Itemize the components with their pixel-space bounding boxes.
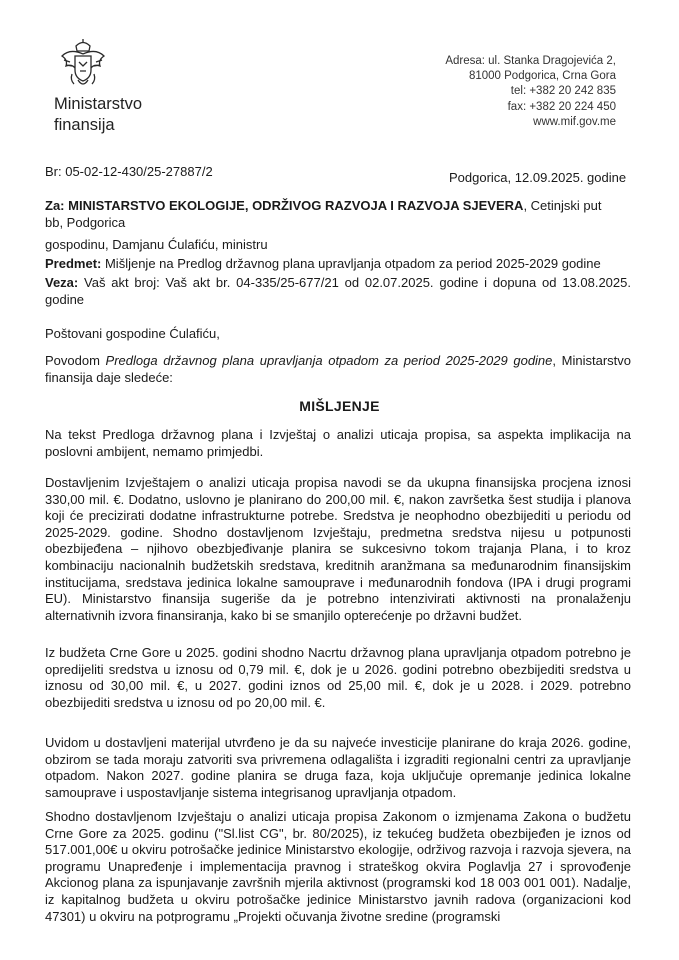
ministry-name-line2: finansija bbox=[54, 116, 115, 134]
recipient-block bbox=[45, 198, 631, 231]
opinion-heading: MIŠLJENJE bbox=[299, 398, 380, 414]
intro-prefix: Povodom bbox=[45, 353, 106, 368]
address-tel: tel: +382 20 242 835 bbox=[510, 85, 616, 98]
reference-label: Veza: bbox=[45, 275, 79, 290]
recipient-label: Za: bbox=[45, 198, 65, 213]
intro-suffix: , Ministarstvo finansija daje sledeće: bbox=[45, 353, 631, 385]
intro-paragraph bbox=[45, 353, 631, 386]
reference-number: Br: 05-02-12-430/25-27887/2 bbox=[45, 164, 213, 179]
coat-of-arms-icon bbox=[58, 38, 108, 90]
recipient-name: MINISTARSTVO EKOLOGIJE, ODRŽIVOG RAZVOJA I RAZVOJA SJEVERA bbox=[68, 198, 524, 213]
paragraph-4: Uvidom u dostavljeni materijal utvrđeno je da su najveće investicije planirane do kraja 2026. godine, obzirom se tada moraju zatvoriti sva privremena odlagališta i izgraditi regionalni centri za upravljanje otpadom. Nakon 2027. godine planira se druga faza, koja uključuje opremanje jedinica lokalne samouprave i uspostavljanje sistema integrisanog upravljanja otpadom. bbox=[45, 735, 631, 800]
paragraph-1: Na tekst Predloga državnog plana i Izvještaj o analizi uticaja propisa, sa aspekta implikacija na poslovni ambijent, nemamo primjedbi. bbox=[45, 427, 631, 459]
paragraph-5: Shodno dostavljenom Izvještaju o analizi uticaja propisa Zakonom o izmjenama Zakona o budžetu Crne Gore za 2025. godinu ("Sl.list CG", br. 80/2025), iz tekućeg budžeta obezbijeđen je iznos od 517.001,00€ u okviru potrošačke jedinice Ministarstvo ekologije, održivog razvoja i razvoja sjevera, na programu Unapređenje i implementacija pravnog i strateškog okvira Poglavlja 27 i sprovođenje Akcionog plana za ispunjavanje završnih mjerila aktivnost (programski kod 18 003 001 001). Nadalje, iz kapitalnog budžeta u okviru potrošačke jedinice Ministarstvo javnih radova (organizacioni kod 47301) u okviru na potprogramu „Projekti očuvanja životne sredine (programski bbox=[45, 809, 631, 924]
subject-label: Predmet: bbox=[45, 256, 102, 271]
address-web: www.mif.gov.me bbox=[533, 115, 616, 128]
salutation: Poštovani gospodine Ćulafiću, bbox=[45, 326, 220, 341]
subject-line bbox=[45, 256, 631, 273]
recipient-address-cont: bb, Podgorica bbox=[45, 214, 126, 230]
intro-title: Predloga državnog plana upravljanja otpadom za period 2025-2029 godine bbox=[105, 353, 553, 368]
address-street: Adresa: ul. Stanka Dragojevića 2, bbox=[445, 55, 616, 67]
recipient-address: , Cetinjski put bbox=[523, 198, 602, 213]
paragraph-3: Iz budžeta Crne Gore u 2025. godini shodno Nacrtu državnog plana upravljanja otpadom potrebno je opredijeliti sredstva u iznosu od 0,79 mil. €, dok je u 2026. godini potrebno obezbijediti sredstva u iznosu od 30,00 mil. €, u 2027. godini iznos od 25,00 mil. €, dok je u 2028. i 2029. potrebno obezbijediti sredstva u iznosu od po 20,00 mil. €. bbox=[45, 645, 631, 710]
reference-text: Vaš akt broj: Vaš akt br. 04-335/25-677/21 od 02.07.2025. godine i dopuna od 13.08.2025. godine bbox=[45, 275, 631, 307]
address-fax: fax: +382 20 224 450 bbox=[507, 100, 616, 113]
document-date: Podgorica, 12.09.2025. godine bbox=[449, 170, 627, 185]
paragraph-2: Dostavljenim Izvještajem o analizi uticaja propisa navodi se da ukupna finansijska procjena iznosi 330,00 mil. €. Dodatno, uslovno je planirano do 200,00 mil. €, nakon završetka šest studija i planova koji će precizirati dodatne infrastrukturne potrebe. Sredstva je neophodno obezbijediti u periodu od 2025-2029. godine. Shodno dostavljenom Izvještaju, predmetna sredstva nijesu u potpunosti obezbijeđena – njihovo obezbjeđivanje planira se sukcesivno tokom trajanja Plana, i to kroz kombinaciju nacionalnih budžetskih sredstava, kreditnih aranžmana sa međunarodnim finansijskim institucijama, sredstava jedinica lokalne samouprave i međunarodnih fondova (IPA i drugi programi EU). Ministarstvo finansija sugeriše da je potrebno intenzivirati aktivnosti na pronalaženju alternativnih izvora finansiranja, kako bi se smanjilo opterećenje po državni budžet. bbox=[45, 475, 631, 623]
subject-text: Mišljenje na Predlog državnog plana upravljanja otpadom za period 2025-2029 godine bbox=[101, 256, 601, 271]
ministry-name bbox=[54, 94, 142, 136]
addressee: gospodinu, Damjanu Ćulafiću, ministru bbox=[45, 237, 268, 252]
address-city: 81000 Podgorica, Crna Gora bbox=[468, 70, 616, 83]
address-block bbox=[440, 54, 616, 130]
ministry-name-line1: Ministarstvo bbox=[54, 95, 143, 113]
reference-line bbox=[45, 275, 631, 308]
